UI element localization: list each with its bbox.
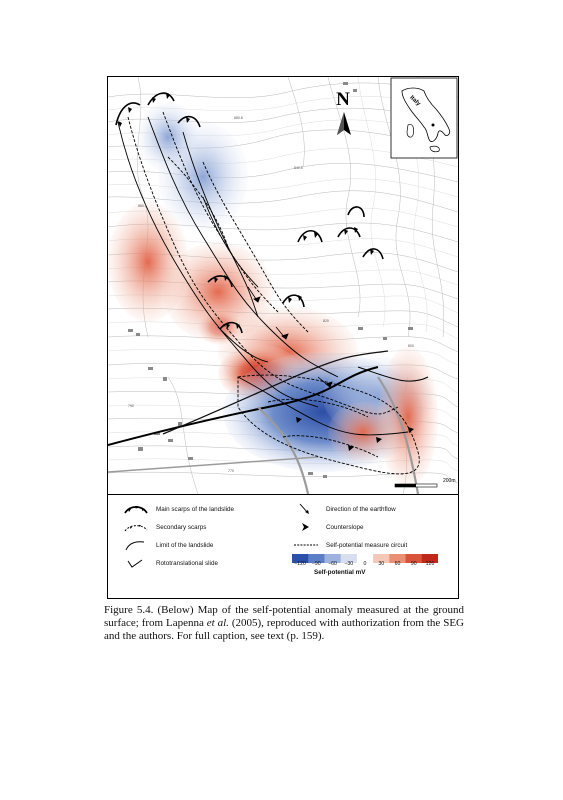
- legend-item-rototranslational-slide: Rototranslational slide: [122, 557, 218, 569]
- legend: [108, 494, 458, 599]
- colorbar-tick-label: −120: [294, 561, 306, 567]
- svg-text:820: 820: [323, 319, 329, 323]
- colorbar-ticks: [292, 561, 438, 569]
- colorbar-tick-label: −90: [311, 561, 321, 567]
- legend-item-landslide-limit: Limit of the landslide: [122, 539, 213, 551]
- main-scarp-icon: [122, 503, 150, 515]
- colorbar-tick-label: 90: [410, 561, 417, 567]
- svg-text:770: 770: [228, 469, 234, 473]
- caption-text: Figure 5.4. (Below) Map of the self-potential anomaly measured at the ground surface; from Lapenna: [104, 604, 464, 629]
- scale-label: 200m: [443, 478, 456, 484]
- figure-panel: [107, 76, 459, 599]
- colorbar: [292, 551, 438, 577]
- legend-item-measure-circuit: Self-potential measure circuit: [292, 539, 407, 551]
- svg-text:860.1: 860.1: [138, 204, 147, 208]
- north-label: N: [336, 89, 350, 110]
- site-marker-icon: [432, 124, 435, 127]
- svg-text:790: 790: [128, 404, 134, 408]
- svg-text:840.5: 840.5: [294, 166, 303, 170]
- colorbar-tick-label: 30: [378, 561, 385, 567]
- earthflow-arrow-icon: [292, 503, 320, 515]
- legend-item-counterslope: Counterslope: [292, 521, 363, 533]
- legend-item-secondary-scarps: Secondary scarps: [122, 521, 206, 533]
- caption-italic: et al.: [206, 617, 229, 629]
- figure-caption: [104, 604, 464, 643]
- svg-text:800: 800: [408, 344, 414, 348]
- legend-item-earthflow-direction: Direction of the earthflow: [292, 503, 396, 515]
- colorbar-tick-label: 0: [363, 561, 367, 567]
- landslide-limit-icon: [122, 539, 150, 551]
- counterslope-icon: [292, 521, 320, 533]
- self-potential-map: [108, 77, 458, 494]
- italy-inset: [391, 78, 457, 158]
- colorbar-tick-label: 120: [425, 561, 435, 567]
- inset-label: Italy: [408, 94, 422, 108]
- colorbar-tick-label: −60: [328, 561, 337, 567]
- sardinia-outline: [407, 124, 414, 137]
- self-potential-anomaly: [108, 102, 438, 487]
- colorbar-tick-label: 60: [394, 561, 401, 567]
- caption-text-end: (2005), reproduced with authorization from the SEG and the authors. For full caption, see text (p. 159).: [104, 617, 465, 642]
- colorbar-tick-label: −30: [344, 561, 354, 567]
- colorbar-title: Self-potential mV: [314, 569, 366, 576]
- secondary-scarp-icon: [122, 521, 150, 533]
- measure-circuit-icon: [292, 539, 320, 551]
- svg-text:880.8: 880.8: [234, 116, 243, 120]
- rototranslational-slide-icon: [122, 557, 150, 569]
- legend-item-main-scarps: Main scarps of the landslide: [122, 503, 234, 515]
